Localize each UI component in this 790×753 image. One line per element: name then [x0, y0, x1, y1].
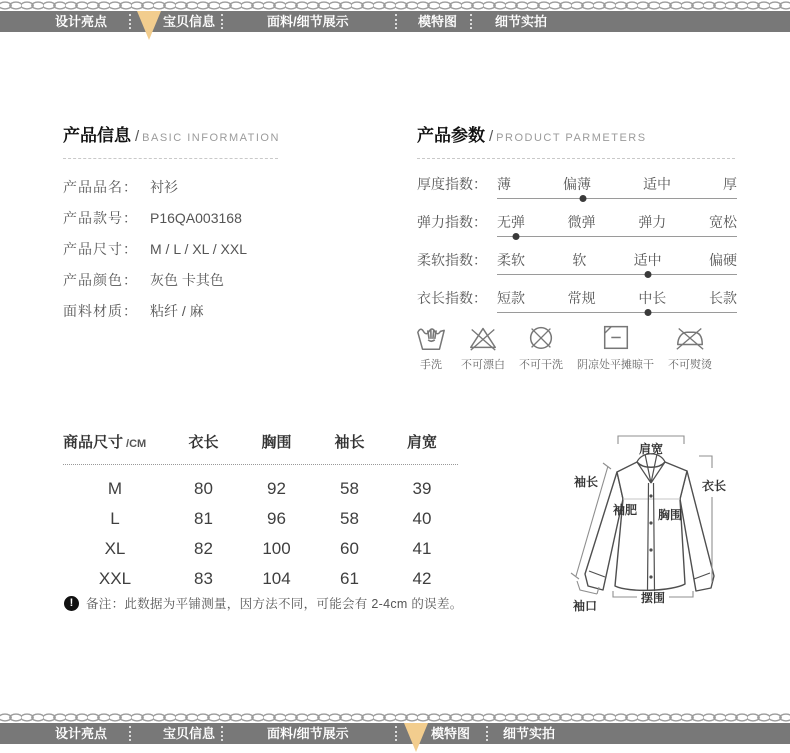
care-item-hand-wash: [415, 322, 447, 372]
nav-item-fabric-details[interactable]: 面料/细节展示: [267, 14, 349, 29]
size-table-body: [63, 474, 458, 594]
param-label: 柔软指数：: [417, 252, 487, 268]
label-hem: 摆围: [640, 591, 666, 605]
info-value: P16QA003168: [150, 209, 242, 226]
info-label: 产品尺寸：: [63, 240, 138, 257]
nav-item-item-info[interactable]: 宝贝信息: [163, 14, 216, 29]
param-row-elasticity: [417, 214, 737, 237]
param-scale: [497, 214, 737, 237]
param-option: 偏薄: [563, 176, 591, 192]
header-slash: /: [489, 128, 494, 145]
param-scale: [497, 252, 737, 275]
no-bleach-icon: [467, 322, 499, 352]
table-row: [63, 534, 458, 564]
param-options: [497, 176, 737, 192]
chain-border-bottom: [0, 713, 790, 722]
care-instructions: [415, 322, 712, 372]
param-option: 宽松: [708, 214, 737, 230]
note-text: 备注：此数据为平铺测量，因方法不同，可能会有 2-4cm 的误差。: [86, 597, 463, 611]
parameter-rows: [417, 176, 737, 313]
param-option: 短款: [497, 290, 525, 306]
care-item-no-dry-clean: [519, 322, 563, 372]
info-row-colors: [63, 264, 385, 295]
size-table-header: [63, 431, 458, 452]
param-option: 长款: [708, 290, 737, 306]
basic-info-subtitle: BASIC INFORMATION: [142, 132, 280, 144]
indicator-dot: [580, 195, 587, 202]
info-label: 产品品名：: [63, 178, 138, 195]
info-value: 衬衫: [150, 178, 178, 195]
size-cell: M: [107, 479, 123, 498]
param-scale-line: [497, 274, 737, 275]
size-cell: XXL: [98, 569, 132, 588]
info-value: 灰色 卡其色: [150, 271, 224, 288]
nav-item-fabric-details[interactable]: 面料/细节展示: [267, 726, 349, 741]
label-sleeve-width: 袖肥: [612, 503, 638, 517]
section-marker-triangle-icon: [137, 11, 161, 40]
care-label: 阴凉处平摊晾干: [577, 359, 654, 371]
care-item-no-iron: [668, 322, 712, 372]
header-slash: /: [135, 128, 140, 145]
info-row-material: [63, 295, 385, 326]
care-label: 手洗: [420, 359, 442, 371]
label-chest: 胸围: [657, 508, 683, 522]
nav-separator: [221, 14, 223, 29]
basic-info-title: 产品信息: [63, 126, 131, 145]
exclamation-icon: !: [64, 596, 79, 611]
param-scale-line: [497, 236, 737, 237]
label-sleeve-length: 袖长: [573, 475, 599, 489]
info-value: M / L / XL / XXL: [150, 240, 248, 257]
nav-separator: [470, 14, 472, 29]
param-options: [497, 214, 737, 230]
no-dry-clean-icon: [525, 322, 557, 352]
nav-item-detail-shots[interactable]: 细节实拍: [495, 14, 548, 29]
param-options: [497, 252, 737, 268]
info-row-style-number: [63, 202, 385, 233]
care-label: 不可干洗: [519, 359, 563, 371]
basic-info-header: [63, 121, 385, 146]
dry-flat-shade-icon: [600, 322, 632, 352]
param-option: 薄: [497, 176, 511, 192]
parameters-subtitle: PRODUCT PARMETERS: [496, 132, 647, 144]
value-cell: 42: [412, 569, 432, 588]
shirt-measurement-diagram: [552, 424, 784, 624]
value-cell: 83: [194, 569, 213, 588]
nav-separator: [395, 726, 397, 741]
size-table-title: 商品尺寸: [63, 434, 124, 451]
param-option: 柔软: [497, 252, 525, 268]
dashed-divider: [63, 158, 278, 159]
param-option: 常规: [567, 290, 596, 306]
info-label: 面料材质：: [63, 302, 138, 319]
param-option: 偏硬: [708, 252, 737, 268]
column-header-sleeve: 袖长: [334, 434, 365, 451]
label-shoulder-width: 肩宽: [638, 442, 664, 456]
param-label: 弹力指数：: [417, 214, 487, 230]
parameters-title: 产品参数: [417, 126, 485, 145]
indicator-dot: [645, 309, 652, 316]
param-option: 无弹: [497, 214, 525, 230]
value-cell: 60: [340, 539, 359, 558]
nav-item-model-photos[interactable]: 模特图: [418, 14, 458, 29]
info-row-sizes: [63, 233, 385, 264]
column-header-length: 衣长: [188, 434, 219, 451]
parameters-section: [417, 121, 737, 313]
nav-separator: [221, 726, 223, 741]
info-label: 产品款号：: [63, 209, 138, 226]
value-cell: 92: [267, 479, 286, 498]
size-cell: L: [110, 509, 120, 528]
param-option: 中长: [638, 290, 667, 306]
param-scale: [497, 290, 737, 313]
nav-item-design-highlights[interactable]: 设计亮点: [55, 726, 108, 741]
param-option: 厚: [723, 176, 737, 192]
param-row-thickness: [417, 176, 737, 199]
nav-separator: [486, 726, 488, 741]
table-row: [63, 564, 458, 594]
value-cell: 39: [412, 479, 432, 498]
info-value: 粘纤 / 麻: [150, 302, 204, 319]
top-nav-bar: [0, 11, 790, 32]
param-option: 弹力: [638, 214, 667, 230]
care-item-no-bleach: [461, 322, 505, 372]
size-table-section: [63, 431, 458, 594]
table-row: [63, 504, 458, 534]
care-item-dry-flat-shade: [577, 322, 654, 372]
value-cell: 58: [340, 509, 359, 528]
indicator-dot: [645, 271, 652, 278]
value-cell: 96: [267, 509, 286, 528]
nav-separator: [129, 726, 131, 741]
parameters-header: [417, 121, 737, 146]
value-cell: 41: [412, 539, 432, 558]
param-row-softness: [417, 252, 737, 275]
size-cell: XL: [104, 539, 126, 558]
param-label: 衣长指数：: [417, 290, 487, 306]
value-cell: 100: [262, 539, 291, 558]
value-cell: 40: [412, 509, 432, 528]
value-cell: 58: [340, 479, 359, 498]
value-cell: 61: [340, 569, 359, 588]
param-options: [497, 290, 737, 306]
size-table-unit: /CM: [126, 438, 147, 450]
param-option: 适中: [643, 176, 671, 192]
section-marker-triangle-icon: [404, 723, 428, 752]
basic-info-rows: [63, 171, 385, 326]
hand-wash-icon: [415, 322, 447, 352]
no-iron-icon: [674, 322, 706, 352]
measurement-note: [64, 594, 463, 612]
value-cell: 80: [194, 479, 213, 498]
column-header-chest: 胸围: [261, 434, 292, 451]
indicator-dot: [513, 233, 520, 240]
care-label: 不可漂白: [461, 359, 505, 371]
care-label: 不可熨烫: [668, 359, 712, 371]
nav-item-model-photos[interactable]: 模特图: [431, 726, 471, 741]
param-scale-line: [497, 198, 737, 199]
size-table-title-cell: [63, 431, 167, 452]
param-scale-line: [497, 312, 737, 313]
value-cell: 82: [194, 539, 213, 558]
value-cell: 81: [194, 509, 213, 528]
bottom-nav-bar: [0, 723, 790, 744]
table-row: [63, 474, 458, 504]
nav-item-design-highlights[interactable]: 设计亮点: [55, 14, 108, 29]
label-garment-length: 衣长: [701, 479, 727, 493]
info-row-product-name: [63, 171, 385, 202]
nav-separator: [129, 14, 131, 29]
column-header-shoulder: 肩宽: [406, 434, 437, 451]
chain-border-top: [0, 1, 790, 10]
param-option: 微弹: [567, 214, 596, 230]
dotted-divider: [63, 464, 458, 465]
param-option: 软: [572, 252, 587, 268]
label-cuff: 袖口: [572, 599, 598, 613]
param-row-length: [417, 290, 737, 313]
dashed-divider: [417, 158, 735, 159]
nav-item-item-info[interactable]: 宝贝信息: [163, 726, 216, 741]
param-option: 适中: [633, 252, 662, 268]
info-label: 产品颜色：: [63, 271, 138, 288]
param-label: 厚度指数：: [417, 176, 487, 192]
basic-info-section: [63, 121, 385, 326]
param-scale: [497, 176, 737, 199]
value-cell: 104: [262, 569, 291, 588]
nav-item-detail-shots[interactable]: 细节实拍: [503, 726, 556, 741]
nav-separator: [395, 14, 397, 29]
